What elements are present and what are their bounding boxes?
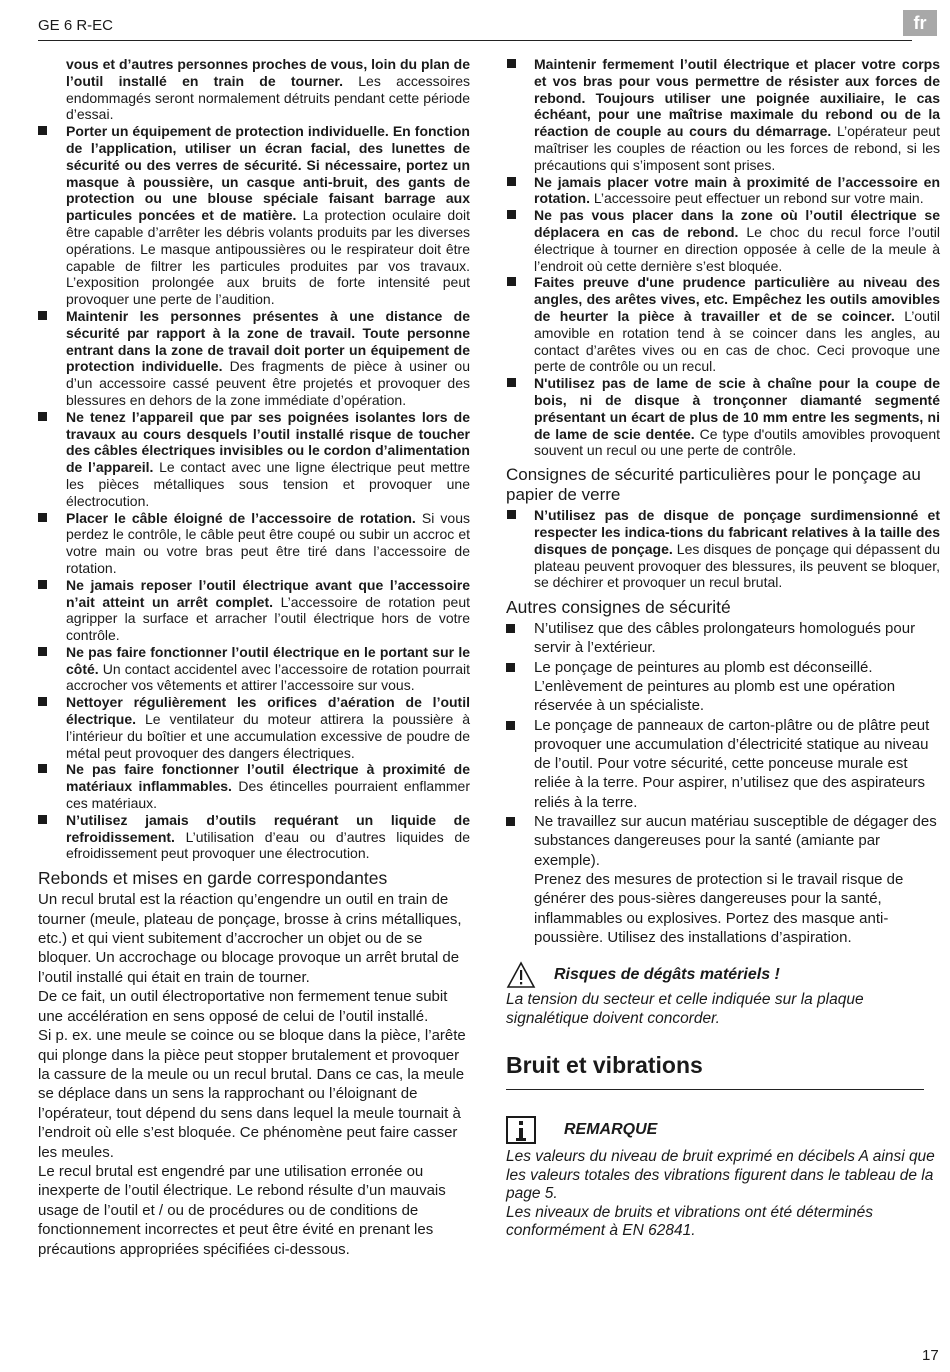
left-safety-item — [38, 761, 470, 811]
bullet-icon — [38, 412, 47, 421]
bullet-icon — [38, 697, 47, 706]
left-safety-item — [38, 577, 470, 644]
note-text-2: Les niveaux de bruits et vibrations ont été déterminés conformément à EN 62841. — [506, 1203, 874, 1240]
right-safety-item — [506, 274, 940, 375]
bullet-icon — [507, 510, 516, 519]
right-safety-item-bold: Faites preuve d'une prudence particulière au niveau des angles, des arêtes vives, etc. Empêchez les outils amovibles de heurter la pièce à travailler et de se coincer. — [534, 274, 940, 324]
rebound-paragraph: De ce fait, un outil électroportative non fermement tenue subit une accélération en sens opposé de celui de l’outil installé. — [38, 988, 448, 1025]
left-safety-item-text: La protection oculaire doit être capable d’arrêter les débris volants produits par les diverses opérations. Le masque antipoussières ou le respirateur doit être capable de filtrer les particules produites par vos travaux. L’exposition prolongée aux bruits de forte intensité peut provoquer une perte de l’audition. — [66, 207, 471, 308]
bullet-icon — [38, 126, 47, 135]
right-safety-item-text: L’outil amovible en rotation tend à se coincer dans les angles, au contact d’arêtes vives ou en cas de choc. Ceci provoque une perte de contrôle ou un recul. — [534, 307, 940, 375]
other-safety-item-text: Le ponçage de panneaux de carton-plâtre ou de plâtre peut provoquer une accumulation d’électricité statique au niveau de l’outil. Pour votre sécurité, cette ponceuse murale est reliée à la terre. Pour aspirer, n’utilisez que des aspirateurs reliés à la terre. — [534, 716, 930, 811]
page-number: 17 — [922, 1347, 939, 1364]
rebound-paragraph: Un recul brutal est la réaction qu’engendre un outil en train de tourner (meule, plateau de ponçage, brosse à crins métalliques, etc.) et qui vient subitement d’accrocher un objet ou de se bloquer. Un accrochage ou blocage provoque un arrêt brutal de l’outil installé qui était en train de tourner. — [38, 891, 462, 986]
other-safety-item-text: N’utilisez que des câbles prolongateurs homologués pour servir à l’extérieur. — [534, 620, 916, 657]
right-safety-item-text: Ce type d'outils amovibles provoquent souvent un recul ou une perte de contrôle. — [534, 425, 940, 459]
left-safety-item — [38, 694, 470, 761]
bullet-icon — [507, 378, 516, 387]
left-safety-item-bold: Ne tenez l’appareil que par ses poignées isolantes lors de travaux au cours desquels l’outil installé risque de toucher des câbles électriques invisibles ou le cordon d’alimentation de l’appareil. — [66, 408, 470, 476]
right-safety-item-text: Le choc du recul force l’outil électrique à tourner en direction opposée à celle de la meule à l’endroit où cette dernière s’est bloquée. — [534, 223, 940, 274]
bullet-icon — [38, 815, 47, 824]
warning-triangle-icon — [506, 961, 536, 989]
warning-title: Risques de dégâts matériels ! — [554, 966, 780, 984]
left-safety-item-bold: Nettoyer régulièrement les orifices d’aération de l’outil électrique. — [66, 694, 470, 728]
other-safety-list — [506, 619, 940, 870]
left-safety-item-bold: N’utilisez jamais d’outils requérant un liquide de refroidissement. — [66, 811, 470, 845]
section-title-other: Autres consignes de sécurité — [506, 597, 731, 618]
right-safety-item — [506, 207, 940, 274]
bullet-icon — [38, 647, 47, 656]
bullet-icon — [507, 277, 516, 286]
left-safety-item-text: Un contact accidentel avec l’accessoire de rotation pourrait accrocher vos vêtements et attirer l’accessoire sur vous. — [66, 660, 470, 694]
left-safety-item — [38, 812, 470, 862]
note-text-1: Les valeurs du niveau de bruit exprimé en décibels A ainsi que les valeurs totales des vibrations figurent dans le tableau de la page 5. — [506, 1148, 935, 1203]
right-safety-item-text: L’accessoire peut effectuer un rebond sur votre main. — [590, 190, 924, 207]
note-title: REMARQUE — [564, 1121, 658, 1139]
other-safety-item — [506, 812, 940, 870]
right-safety-item-bold: Ne pas vous placer dans la zone où l’outil électrique se déplacera en cas de rebond. — [534, 207, 940, 240]
rebound-paragraphs — [38, 890, 470, 1259]
noise-title: Bruit et vibrations — [506, 1052, 703, 1079]
section-title-sanding: Consignes de sécurité particulières pour le ponçage au papier de verre — [506, 465, 921, 505]
left-safety-item-text: Si vous perdez le contrôle, le câble peut être coupé ou subir un accroc et votre main ou votre bras peut être tiré dans l’accessoire de rotation. — [66, 509, 470, 576]
bullet-icon — [506, 663, 515, 672]
right-safety-item — [506, 174, 940, 208]
right-column — [506, 56, 940, 1241]
left-safety-item — [38, 409, 470, 510]
right-safety-list — [506, 56, 940, 459]
left-safety-item-text: L’accessoire de rotation peut agripper la surface et arracher l’outil électrique hors de votre contrôle. — [66, 593, 470, 644]
right-safety-item-bold: Ne jamais placer votre main à proximité de l’accessoire en rotation. — [534, 173, 940, 207]
left-safety-item-bold: Maintenir les personnes présentes à une distance de sécurité par rapport à la zone de travail. Toute personne entrant dans la zone de travail doit porter un équipement de protection individuelle. — [66, 307, 470, 375]
noise-rule — [506, 1089, 924, 1090]
left-safety-item — [38, 308, 470, 409]
right-safety-item-bold: N'utilisez pas de lame de scie à chaîne pour la coupe de bois, ni de disque à tronçonner diamanté segmenté présentant un écart de plus de 10 mm entre les segments, ni de lame de scie dentée. — [534, 375, 940, 442]
bullet-icon — [506, 624, 515, 633]
continued-bold: vous et d’autres personnes proches de vous, loin du plan de l’outil installé en train de tourner. — [66, 56, 470, 89]
left-safety-item-text: Des fragments de pièce à usiner ou d’un accessoire cassé peuvent être projetés et provoquer des blessures en dehors de la zone immédiate d’opération. — [66, 358, 470, 408]
warning-text: La tension du secteur et celle indiquée sur la plaque signalétique doivent concorder. — [506, 991, 864, 1027]
bullet-icon — [507, 210, 516, 219]
left-safety-item-text: Des étincelles pourraient enflammer ces matériaux. — [66, 778, 470, 812]
left-safety-item-text: L’utilisation d’eau ou d’autres liquides de efroidissement peut provoquer une électrocution. — [66, 828, 470, 862]
left-safety-item-bold: Placer le câble éloigné de l’accessoire de rotation. — [66, 509, 416, 526]
left-column — [38, 56, 470, 1259]
bullet-icon — [38, 764, 47, 773]
header-rule — [38, 40, 912, 41]
sanding-item-text: Les disques de ponçage qui dépassent du plateau peuvent provoquer des blessures, ils peuvent se bloquer, se déchirer et provoquer un recul brutal. — [534, 540, 940, 591]
left-safety-item-bold: Porter un équipement de protection individuelle. En fonction de l’application, utiliser un écran facial, des lunettes de sécurité ou des verres de sécurité. Si nécessaire, portez un masque à poussière, un casque anti-bruit, des gants de protection ou une blouse spéciale faisant barrage aux particules poncées et de matière. — [66, 123, 470, 224]
left-safety-item-bold: Ne pas faire fonctionner l’outil électrique en le portant sur le côté. — [66, 643, 470, 677]
other-safety-item — [506, 658, 940, 716]
left-safety-item-bold: Ne pas faire fonctionner l’outil électrique à proximité de matériaux inflammables. — [66, 761, 470, 795]
bullet-icon — [38, 311, 47, 320]
left-safety-item — [38, 123, 470, 308]
other-safety-item — [506, 619, 940, 658]
sanding-item — [506, 507, 940, 591]
info-icon — [506, 1116, 536, 1144]
bullet-icon — [507, 177, 516, 186]
left-safety-item — [38, 644, 470, 694]
other-safety-item — [506, 716, 940, 812]
other-safety-item-text: Le ponçage de peintures au plomb est déconseillé. L’enlèvement de peintures au plomb est une opération réservée à un spécialiste. — [534, 658, 896, 715]
bullet-icon — [507, 59, 516, 68]
bullet-icon — [506, 721, 515, 730]
left-safety-item — [38, 510, 470, 577]
other-followup: Prenez des mesures de protection si le travail risque de générer des pous-sières dangereuses pour la santé, inflammables ou explosives. Portez des masque anti-poussière. Utilisez des installations d’aspiration. — [534, 870, 904, 946]
left-safety-item-text: Le ventilateur du moteur attirera la poussière à l’intérieur du boîtier et une accumulation excessive de poudre de métal peut provoquer des dangers électriques. — [66, 711, 470, 761]
warning-row — [506, 961, 940, 989]
rebound-paragraph: Si p. ex. une meule se coince ou se bloque dans la pièce, l’arête qui plonge dans la pièce peut stopper brutalement et provoquer la cassure de la meule ou un recul brutal. Dans ce cas, la meule se déplace dans un sens la rapprochant ou l’éloignant de l’opérateur, tout dépend du sens dans lequel la meule tournait à l’endroit où elle s’est bloquée. Ce phénomène peut faire casser les meules. — [38, 1027, 466, 1161]
right-safety-item-bold: Maintenir fermement l’outil électrique et placer votre corps et vos bras pour vous permettre de résister aux forces de rebond. Toujours utiliser une poignée auxiliaire, le cas échéant, pour une maîtrise maximale du rebond ou de la réaction de couple au cours du démarrage. — [534, 56, 940, 140]
right-safety-item — [506, 375, 940, 459]
right-safety-item-text: L’opérateur peut maîtriser les couples de réaction ou les forces de rebond, si les précautions qui s’imposent sont prises. — [534, 123, 940, 173]
left-safety-list — [38, 123, 470, 862]
other-safety-item-text: Ne travaillez sur aucun matériau susceptible de dégager des substances dangereuses pour la santé (amiante par exemple). — [534, 813, 937, 869]
rebound-paragraph: Le recul brutal est engendré par une utilisation erronée ou inexperte de l’outil électrique. Le rebond résulte d’un mauvais usage de l’outil et / ou de procédures ou de conditions de fonctionnement incorrectes et peut être évité en prenant les précautions appropriées spécifiées ci-dessous. — [38, 1162, 446, 1258]
bullet-icon — [38, 513, 47, 522]
right-safety-item — [506, 56, 940, 174]
section-title-rebound: Rebonds et mises en garde correspondantes — [38, 868, 388, 889]
note-row — [506, 1116, 940, 1144]
continued-item — [38, 56, 470, 123]
language-badge: fr — [903, 10, 937, 36]
continued-text: Les accessoires endommagés seront normalement détruits pendant cette période d’essai. — [66, 72, 470, 123]
left-safety-item-text: Le contact avec une ligne électrique peut mettre les pièces métalliques sous tension et provoquer une électrocution. — [66, 459, 470, 509]
bullet-icon — [506, 817, 515, 826]
sanding-item-bold: N’utilisez pas de disque de ponçage surdimensionné et respecter les indica-tions du fabricant relatives à la taille des disques de ponçage. — [534, 507, 940, 557]
bullet-icon — [38, 580, 47, 589]
header-model: GE 6 R-EC — [38, 17, 114, 34]
left-safety-item-bold: Ne jamais reposer l’outil électrique avant que l’accessoire n’ait atteint un arrêt complet. — [66, 576, 470, 610]
